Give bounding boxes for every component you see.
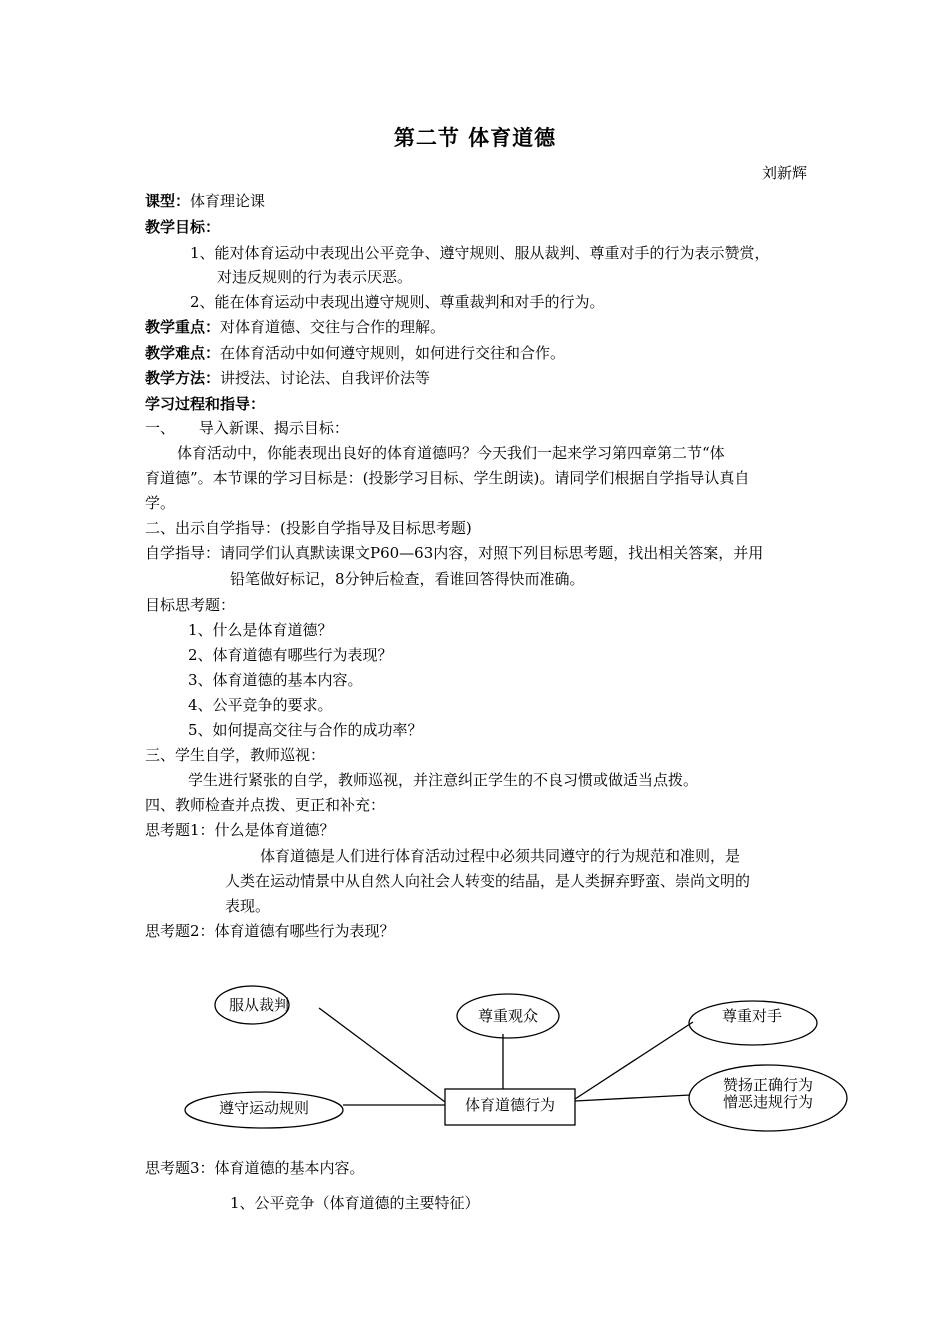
connector-line: [319, 1008, 445, 1102]
course-type-row: [145, 191, 265, 211]
question-1: 思考题1：什么是体育道德？: [145, 821, 335, 839]
author-name: 刘新辉: [761, 164, 807, 182]
question-item: 2、体育道德有哪些行为表现？: [188, 646, 393, 664]
question-item: 4、公平竞争的要求。: [188, 696, 333, 714]
objective-1-line-1: 1、能对体育运动中表现出公平竞争、遵守规则、服从裁判、尊重对手的行为表示赞赏，: [190, 244, 770, 262]
objectives-label: 教学目标：: [145, 218, 221, 236]
key-point-row: [145, 317, 445, 337]
section-1-para-line-3: 学。: [145, 494, 176, 512]
node-center: 体育道德行为: [464, 1096, 555, 1114]
behavior-diagram: [180, 975, 860, 1135]
section-3-heading: 三、学生自学，教师巡视：: [145, 746, 326, 764]
section-4-heading: 四、教师检查并点拨、更正和补充：: [145, 796, 386, 814]
answer-1-line-2: 人类在运动情景中从自然人向社会人转变的结晶，是人类摒弃野蛮、崇尚文明的: [225, 872, 751, 890]
connector-line: [575, 1095, 690, 1101]
method-label: 教学方法：: [145, 369, 221, 387]
question-3: 思考题3：体育道德的基本内容。: [145, 1159, 365, 1177]
node-praise-line-2: 憎恶违规行为: [722, 1093, 813, 1111]
question-2: 思考题2：体育道德有哪些行为表现？: [145, 922, 395, 940]
connector-line: [575, 1022, 693, 1099]
course-type-label: 课型：: [145, 192, 191, 210]
objective-2: 2、能在体育运动中表现出遵守规则、尊重裁判和对手的行为。: [190, 293, 605, 311]
difficulty-value: 在体育活动中如何遵守规则，如何进行交往和合作。: [220, 344, 566, 362]
difficulty-label: 教学难点：: [145, 344, 221, 362]
question-item: 3、体育道德的基本内容。: [188, 671, 363, 689]
node-respect-audience: 尊重观众: [477, 1007, 538, 1025]
key-point-value: 对体育道德、交往与合作的理解。: [220, 318, 446, 336]
question-item: 1、什么是体育道德？: [188, 621, 333, 639]
node-praise-line-1: 赞扬正确行为: [722, 1076, 813, 1094]
difficulty-row: [145, 343, 565, 363]
answer-1-line-3: 表现。: [225, 897, 271, 915]
section-3-para: 学生进行紧张的自学，教师巡视，并注意纠正学生的不良习惯或做适当点拨。: [188, 771, 699, 789]
section-1-para-line-2: 育道德”。本节课的学习目标是：(投影学习目标、学生朗读)。请同学们根据自学指导认真自: [145, 469, 750, 487]
section-2-heading: 二、出示自学指导：(投影自学指导及目标思考题): [145, 519, 472, 537]
course-type-value: 体育理论课: [190, 192, 266, 210]
self-study-guide-line-2: 铅笔做好标记，8分钟后检查，看谁回答得快而准确。: [230, 570, 585, 588]
self-study-guide-line-1: 自学指导：请同学们认真默读课文P60—63内容，对照下列目标思考题，找出相关答案，并用: [145, 544, 764, 562]
section-1-para-line-1: 体育活动中，你能表现出良好的体育道德吗？今天我们一起来学习第四章第二节“体: [177, 444, 725, 462]
method-value: 讲授法、讨论法、自我评价法等: [220, 369, 431, 387]
node-obey-referee: 服从裁判: [229, 996, 290, 1014]
page-title: 第二节 体育道德: [393, 126, 557, 150]
questions-label: 目标思考题：: [145, 596, 236, 614]
question-3-item-1: 1、公平竞争（体育道德的主要特征）: [230, 1194, 480, 1212]
method-row: [145, 368, 430, 388]
node-respect-opponent: 尊重对手: [721, 1007, 782, 1025]
key-point-label: 教学重点：: [145, 318, 221, 336]
answer-1-line-1: 体育道德是人们进行体育活动过程中必须共同遵守的行为规范和准则，是: [260, 847, 741, 865]
section-1-heading: 一、 导入新课、揭示目标：: [145, 419, 349, 437]
objective-1-line-2: 对违反规则的行为表示厌恶。: [217, 268, 413, 286]
node-follow-rules: 遵守运动规则: [218, 1099, 309, 1117]
process-label: 学习过程和指导：: [145, 395, 266, 413]
question-item: 5、如何提高交往与合作的成功率？: [188, 721, 423, 739]
